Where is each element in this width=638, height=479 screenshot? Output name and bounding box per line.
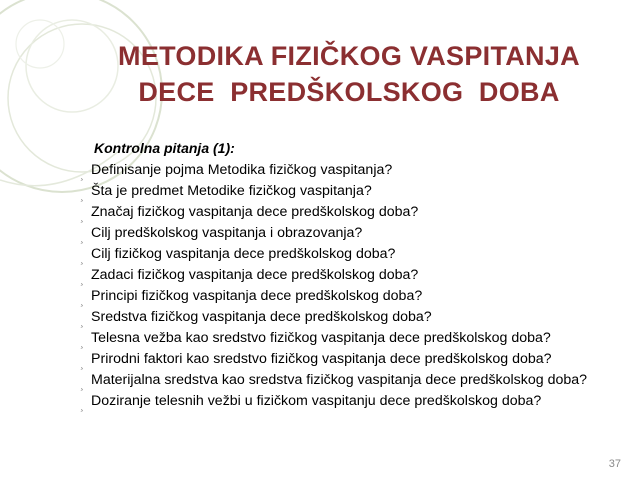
question-text: Šta je predmet Metodike fizičkog vaspitanja? bbox=[91, 183, 372, 199]
question-text: Prirodni faktori kao sredstvo fizičkog vaspitanja dece predškolskog doba? bbox=[91, 351, 552, 367]
bullet-icon: ¸ bbox=[80, 209, 84, 223]
question-text: Cilj predškolskog vaspitanja i obrazovanja? bbox=[91, 225, 363, 241]
bullet-icon: ¸ bbox=[80, 398, 84, 412]
bullet-icon: ¸ bbox=[80, 356, 84, 370]
bullet-icon: ¸ bbox=[80, 335, 84, 349]
bullet-icon: ¸ bbox=[80, 251, 84, 265]
bullet-icon: ¸ bbox=[80, 377, 84, 391]
bullet-icon: ¸ bbox=[80, 230, 84, 244]
question-text: Sredstva fizičkog vaspitanja dece predškolskog doba? bbox=[91, 309, 432, 325]
bullet-icon: ¸ bbox=[80, 188, 84, 202]
question-text: Cilj fizičkog vaspitanja dece predškolskog doba? bbox=[91, 246, 396, 262]
question-item bbox=[80, 307, 630, 328]
question-item bbox=[80, 286, 630, 307]
question-item bbox=[80, 202, 630, 223]
question-item bbox=[80, 181, 630, 202]
question-text: Doziranje telesnih vežbi u fizičkom vaspitanju dece predškolskog doba? bbox=[91, 393, 542, 409]
bullet-icon: ¸ bbox=[80, 167, 84, 181]
question-item bbox=[80, 349, 630, 370]
question-item bbox=[80, 391, 630, 412]
bullet-icon: ¸ bbox=[80, 314, 84, 328]
question-text: Definisanje pojma Metodika fizičkog vaspitanja? bbox=[91, 162, 393, 178]
question-text: Principi fizičkog vaspitanja dece predškolskog doba? bbox=[91, 288, 423, 304]
bullet-icon: ¸ bbox=[80, 293, 84, 307]
slide-subtitle: Kontrolna pitanja (1): bbox=[94, 140, 235, 156]
question-item bbox=[80, 160, 630, 181]
question-text: Zadaci fizičkog vaspitanja dece predškolskog doba? bbox=[91, 267, 419, 283]
question-item bbox=[80, 328, 630, 349]
question-text: Materijalna sredstva kao sredstva fizičkog vaspitanja dece predškolskog doba? bbox=[91, 372, 588, 388]
question-item bbox=[80, 265, 630, 286]
bullet-icon: ¸ bbox=[80, 272, 84, 286]
question-item bbox=[80, 244, 630, 265]
decor-ring-small bbox=[16, 20, 64, 68]
question-list bbox=[80, 160, 630, 412]
question-text: Telesna vežba kao sredstvo fizičkog vaspitanja dece predškolskog doba? bbox=[91, 330, 551, 346]
question-item bbox=[80, 370, 630, 391]
question-item bbox=[80, 223, 630, 244]
page-number: 37 bbox=[608, 458, 621, 470]
slide-title: METODIKA FIZIČKOG VASPITANJA DECE PREDŠKOLSKOG DOBA bbox=[118, 41, 580, 107]
question-text: Značaj fizičkog vaspitanja dece predškolskog doba? bbox=[91, 204, 419, 220]
